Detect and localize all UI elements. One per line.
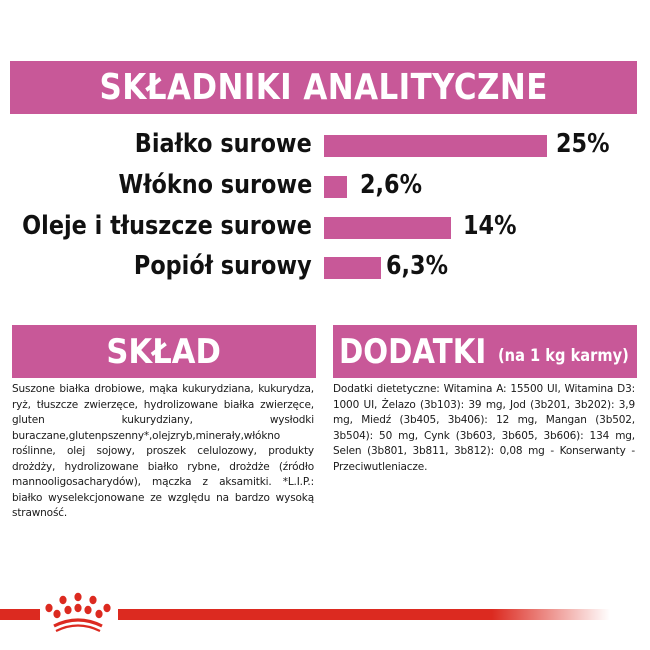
bar-ash (324, 257, 381, 279)
row-value: 14% (463, 211, 517, 241)
bar-fibre (324, 176, 347, 198)
row-value: 25% (556, 129, 610, 159)
row-value: 6,3% (386, 251, 449, 281)
footer-line-left (0, 609, 40, 620)
row-value: 2,6% (360, 170, 423, 200)
footer-line-right (118, 609, 610, 620)
analytical-constituents-header (10, 61, 637, 114)
chart-row-fibre (0, 170, 650, 200)
additives-subtitle: (na 1 kg karmy) (498, 345, 630, 366)
chart-row-fat (0, 211, 650, 241)
row-label: Popiół surowy (134, 251, 312, 281)
header-title: SKŁADNIKI ANALITYCZNE (99, 67, 548, 108)
chart-row-ash (0, 251, 650, 281)
row-label: Białko surowe (135, 129, 312, 159)
chart-row-protein (0, 129, 650, 159)
row-label: Oleje i tłuszcze surowe (22, 211, 312, 241)
composition-title: SKŁAD (106, 331, 222, 372)
royal-canin-crown-icon (44, 592, 112, 636)
additives-title: DODATKI (339, 331, 487, 372)
composition-text: Suszone białka drobiowe, mąka kukurydziana, kukurydza, ryż, tłuszcze zwierzęce, hydrolizowane białka zwierzęce, gluten kukurydziany, wysłodki buraczane,glutenpszenny*,olejzryb,minerały,włókno roślinne, olej sojowy, proszek celulozowy, produkty drożdży, hydrolizowane białko rybne, drożdże (źródło mannooligosacharydów), mączka z aksamitki. *L.I.P.: białko wyselekcjonowane ze względu na bardzo wysoką strawność. (12, 383, 314, 519)
additives-header (333, 325, 637, 378)
bar-fat (324, 217, 451, 239)
row-label: Włókno surowe (118, 170, 312, 200)
composition-header (12, 325, 316, 378)
additives-text: Dodatki dietetyczne: Witamina A: 15500 UI, Witamina D3: 1000 UI, Żelazo (3b103): 39 mg, Jod (3b201, 3b202): 3,9 mg, Miedź (3b405, 3b406): 12 mg, Mangan (3b502, 3b504): 50 mg, Cynk (3b603, 3b605, 3b606): 134 mg, Selen (3b801, 3b811, 3b812): 0,08 mg - Konserwanty - Przeciwutleniacze. (333, 383, 635, 473)
bar-protein (324, 135, 547, 157)
